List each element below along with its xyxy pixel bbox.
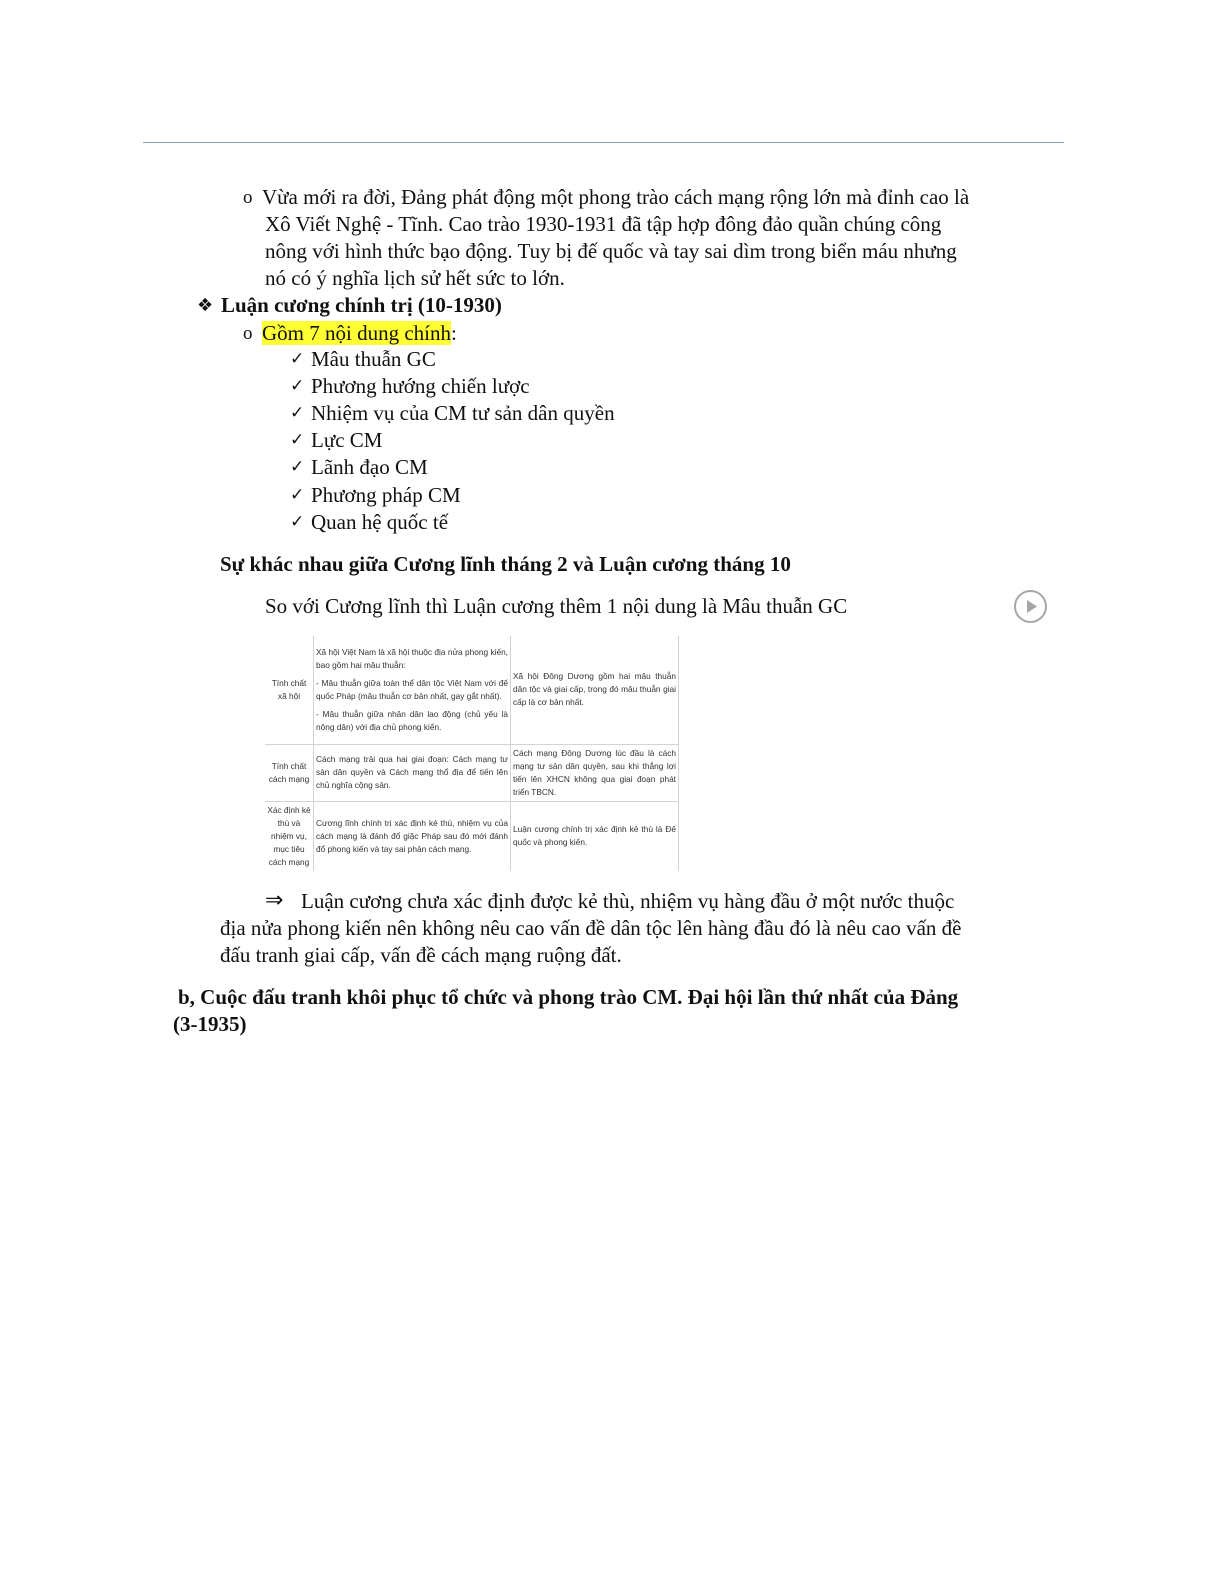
subheading-seven-contents [262, 320, 457, 347]
checkmark-icon: ✓ [290, 430, 305, 450]
table-row [265, 801, 679, 871]
conclusion-line: đấu tranh giai cấp, vấn đề cách mạng ruộng đất. [220, 943, 622, 967]
highlighted-text: Gồm 7 nội dung chính [262, 321, 451, 345]
table-row [265, 744, 679, 801]
table-cell: Cách mạng Đông Dương lúc đầu là cách mạng tư sản dân quyền, sau khi thắng lợi tiến lên XHCN không qua giai đoạn phát triển TBCN. [511, 744, 679, 801]
double-arrow-icon: ⇒ [265, 888, 284, 913]
conclusion-line: Luận cương chưa xác định được kẻ thù, nhiệm vụ hàng đầu ở một nước thuộc [301, 889, 955, 913]
table-cell [314, 744, 511, 801]
section-heading-b: (3-1935) [173, 1012, 247, 1036]
play-triangle-icon [1016, 592, 1045, 621]
list-item: Lực CM [311, 428, 383, 452]
intro-line: Xô Viết Nghệ - Tĩnh. Cao trào 1930-1931 đã tập hợp đông đảo quần chúng công [265, 212, 942, 236]
conclusion-line: địa nửa phong kiến nên không nêu cao vấn đề dân tộc lên hàng đầu đó là nêu cao vấn đề [220, 916, 962, 940]
checkmark-icon: ✓ [290, 457, 305, 477]
comparison-table [265, 636, 679, 871]
intro-line: nông với hình thức bạo động. Tuy bị đế quốc và tay sai dìm trong biển máu nhưng [265, 239, 957, 263]
header-rule [143, 142, 1064, 143]
table-cell [314, 636, 511, 744]
list-item: Phương hướng chiến lược [311, 374, 530, 398]
list-item: Nhiệm vụ của CM tư sản dân quyền [311, 401, 615, 425]
checkmark-icon: ✓ [290, 485, 305, 505]
row-header: Tính chất cách mạng [265, 744, 314, 801]
checkmark-icon: ✓ [290, 512, 305, 532]
cell-paragraph: - Mâu thuẫn giữa toàn thể dân tộc Việt Nam với đế quốc Pháp (mâu thuẫn cơ bản nhất, gay gắt nhất). [316, 677, 508, 701]
table-row [265, 636, 679, 744]
checkmark-icon: ✓ [290, 403, 305, 423]
checkmark-icon: ✓ [290, 376, 305, 396]
table-cell: Luận cương chính trị xác định kẻ thù là Đế quốc và phong kiến. [511, 801, 679, 871]
intro-line: Vừa mới ra đời, Đảng phát động một phong trào cách mạng rộng lớn mà đỉnh cao là [262, 185, 970, 209]
comparison-note: So với Cương lĩnh thì Luận cương thêm 1 nội dung là Mâu thuẫn GC [265, 594, 848, 618]
list-item: Lãnh đạo CM [311, 455, 428, 479]
checkmark-icon: ✓ [290, 349, 305, 369]
cell-paragraph: Xã hội Việt Nam là xã hội thuộc địa nửa phong kiến, bao gồm hai mâu thuẫn: [316, 646, 508, 670]
bullet-circle: o [243, 323, 253, 344]
cell-paragraph: - Mâu thuẫn giữa nhân dân lao động (chủ yếu là nông dân) với địa chủ phong kiến. [316, 708, 508, 732]
row-header: Tính chất xã hội [265, 636, 314, 744]
list-item: Quan hệ quốc tế [311, 510, 449, 534]
section-heading-thesis: Luận cương chính trị (10-1930) [221, 293, 502, 317]
table-cell: Xã hội Đông Dương gồm hai mâu thuẫn dân tộc và giai cấp, trong đó mâu thuẫn giai cấp là cơ bản nhất. [511, 636, 679, 744]
table-cell [314, 801, 511, 871]
list-item: Mâu thuẫn GC [311, 347, 436, 371]
play-circle-icon[interactable] [1014, 590, 1047, 623]
cell-paragraph: Cách mạng trải qua hai giai đoạn: Cách mạng tư sản dân quyền và Cách mạng thổ địa để tiến lên chủ nghĩa cộng sản. [316, 754, 508, 790]
comparison-heading: Sự khác nhau giữa Cương lĩnh tháng 2 và Luận cương tháng 10 [220, 552, 791, 576]
list-item: Phương pháp CM [311, 483, 461, 507]
bullet-circle: o [243, 187, 253, 208]
row-header: Xác định kẻ thù và nhiệm vụ, mục tiêu cách mạng [265, 801, 314, 871]
colon: : [451, 321, 457, 345]
diamond-bullet-icon: ❖ [197, 295, 214, 316]
section-heading-b: b, Cuộc đấu tranh khôi phục tổ chức và phong trào CM. Đại hội lần thứ nhất của Đảng [178, 985, 959, 1009]
cell-paragraph: Cương lĩnh chính trị xác định kẻ thù, nhiệm vụ của cách mạng là đánh đổ giặc Pháp sau đó mới đánh đổ phong kiến và tay sai phản cách mạng. [316, 817, 508, 854]
intro-line: nó có ý nghĩa lịch sử hết sức to lớn. [265, 266, 565, 290]
